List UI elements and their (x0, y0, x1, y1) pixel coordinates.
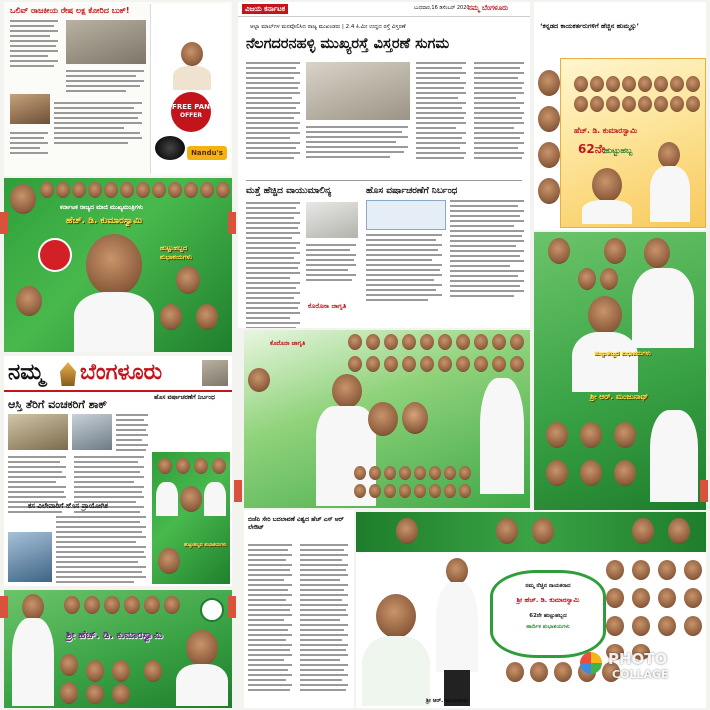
top-left-text-col-4 (10, 132, 50, 157)
center-leader-face (332, 374, 362, 408)
top-left-photo-1 (66, 20, 146, 64)
vk-story4-headline: ಕೊರೊನಾ ಜಾಗೃತಿ (308, 302, 347, 310)
nb-photo-3 (8, 532, 52, 582)
top-right-portrait-4 (538, 178, 560, 204)
vk-smog-photo (306, 202, 358, 238)
right-mid-face-7 (580, 422, 602, 448)
right-mid-face-11 (614, 460, 636, 486)
big-left-logo-disc (38, 238, 72, 272)
watermark-collage: COLLAGE (612, 668, 669, 681)
bl-face-8 (112, 684, 130, 704)
supporter-face (369, 466, 381, 480)
nb-ad-body-1 (156, 482, 178, 516)
supporter-face (474, 356, 488, 372)
supporter-face (658, 588, 676, 608)
nb-temple-icon (60, 362, 76, 386)
top-left-headline: ಒಲಿವ್ ರಾಜಕೀಯ ರೇಷ ಲಕ್ಷ ಕೋರಿದ ಬುಕ್! (10, 6, 130, 15)
supporter-face (168, 182, 182, 198)
supporter-face (590, 96, 604, 112)
right-middle-green-ad (534, 232, 706, 510)
vk-col-3 (416, 62, 468, 162)
center-bottom-strip (354, 466, 474, 504)
supporter-face (399, 484, 411, 498)
supporter-face (184, 182, 198, 198)
collage-edge-tab (700, 480, 708, 502)
supporter-face (574, 96, 588, 112)
pan-image (155, 136, 185, 160)
collage-edge-tab (234, 480, 242, 502)
supporter-face (632, 616, 650, 636)
vk-col-7 (366, 234, 444, 304)
vk-main-photo (306, 62, 410, 120)
supporter-face (84, 596, 100, 614)
nb-title-a: ನಮ್ಮ (8, 360, 45, 385)
supporter-face (40, 182, 54, 198)
top-right-leader-body (582, 200, 632, 224)
nandus-logo: Nandu's (187, 146, 227, 160)
collage-edge-tab (0, 212, 8, 234)
top-right-portrait-2 (538, 106, 560, 132)
supporter-face (420, 356, 434, 372)
supporter-face (402, 356, 416, 372)
br-banner (490, 570, 606, 658)
supporter-face (606, 588, 624, 608)
bl-party-logo (200, 598, 224, 622)
br-banner-age: 62ನೇ ಹುಟ್ಟುಹಬ್ಬದ (529, 613, 567, 619)
center-corner-face (248, 368, 270, 392)
right-mid-face-8 (614, 422, 636, 448)
supporter-face (414, 484, 426, 498)
logo-petal-green (591, 663, 602, 674)
bl-face-2 (60, 654, 78, 676)
supporter-face (88, 182, 102, 198)
strip-col-2 (300, 544, 350, 694)
supporter-face (120, 182, 134, 198)
br-banner-line: ನಮ್ಮ ನೆಚ್ಚಿನ ನಾಯಕರಾದ (525, 583, 571, 589)
supporter-face (632, 560, 650, 580)
supporter-face (632, 588, 650, 608)
top-right-face-row (574, 76, 702, 116)
supporter-face (104, 182, 118, 198)
namma-bengaluru-page (4, 356, 232, 586)
supporter-face (684, 588, 702, 608)
big-left-face-a (176, 266, 200, 294)
supporter-face (366, 356, 380, 372)
big-left-green-ad (4, 178, 232, 352)
vk-col-5 (246, 202, 302, 328)
center-face-woman (402, 402, 428, 434)
nb-col-3 (116, 414, 150, 454)
supporter-face (606, 96, 620, 112)
supporter-face (384, 484, 396, 498)
top-left-newspaper (4, 2, 232, 176)
supporter-face (658, 616, 676, 636)
vk-col-8 (450, 200, 526, 300)
supporter-face (654, 76, 668, 92)
supporter-face (622, 96, 636, 112)
top-left-text-col-3 (54, 102, 144, 147)
top-right-birthday: ಹುಟ್ಟುಹಬ್ಬ (604, 146, 633, 155)
nandus-ad (150, 4, 230, 174)
big-left-face-b (16, 286, 42, 316)
supporter-face (492, 356, 506, 372)
supporter-face (438, 334, 452, 350)
br-caption: ಶ್ರೀ ಆರ್. ಮಂಜುನಾಥ್ (426, 698, 469, 704)
vk-story3-headline: ಹೊಸ ವರ್ಷಾಚರಣೆಗೆ ನಿರ್ಬಂಧ (366, 186, 458, 196)
supporter-face (658, 560, 676, 580)
free-pan-label: FREE PAN (172, 103, 210, 111)
br-left-body (362, 636, 430, 706)
supporter-face (384, 334, 398, 350)
supporter-face (510, 356, 524, 372)
vijay-karnataka-page (238, 2, 530, 328)
vk-col-1 (246, 62, 302, 162)
br-walking-body (436, 582, 478, 672)
right-mid-face-4 (578, 268, 596, 290)
supporter-face (530, 662, 548, 682)
br-walking-face (446, 558, 468, 584)
supporter-face (72, 182, 86, 198)
nb-ad-face-3 (194, 458, 208, 474)
logo-petal-blue (580, 663, 591, 674)
top-right-side-face (658, 142, 680, 168)
br-top-face-4 (632, 518, 654, 544)
bl-face-6 (60, 682, 78, 704)
nb-ad-bottom-face (158, 548, 180, 574)
supporter-face (684, 616, 702, 636)
supporter-face (459, 484, 471, 498)
center-face-row (348, 334, 528, 384)
top-right-birthday-ad (534, 2, 706, 230)
nb-sub: ಹೊಸ ವರ್ಷಾಚರಣೆಗೆ ನಿರ್ಬಂಧ (154, 394, 215, 401)
logo-petal-yellow (591, 652, 602, 663)
big-left-face-d (196, 304, 218, 330)
top-left-photo-2 (10, 94, 50, 124)
vk-section: ನಮ್ಮ ಬೆಂಗಳೂರು (468, 4, 509, 12)
supporter-face (136, 182, 150, 198)
nb-green-ad (152, 452, 230, 584)
supporter-face (554, 662, 572, 682)
supporter-face (366, 334, 380, 350)
vk-story2-headline: ಮತ್ತೆ ಹೆಚ್ಚಿದ ವಾಯುಮಾಲಿನ್ಯ (246, 186, 332, 196)
right-mid-name: ಶ್ರೀ ಆರ್. ಮಂಜುನಾಥ್ (590, 392, 648, 401)
bl-face-3 (86, 660, 104, 682)
supporter-face (474, 334, 488, 350)
br-banner-wish: ಹಾರ್ದಿಕ ಶುಭಾಶಯಗಳು (526, 624, 570, 630)
right-mid-face-9 (546, 460, 568, 486)
supporter-face (354, 466, 366, 480)
nb-ad-face-2 (176, 458, 190, 474)
supporter-face (590, 76, 604, 92)
br-top-face-1 (396, 518, 418, 544)
supporter-face (654, 96, 668, 112)
top-right-leader-face (592, 168, 622, 202)
nb-masthead (4, 356, 232, 392)
bl-name: ಶ್ರೀ ಹೆಚ್. ಡಿ. ಕುಮಾರಸ್ವಾಮಿ (66, 630, 163, 641)
nb-title-b: ಬೆಂಗಳೂರು (80, 360, 163, 385)
bl-face-4 (112, 660, 130, 682)
supporter-face (56, 182, 70, 198)
bl-face-1 (22, 594, 44, 620)
supporter-face (606, 616, 624, 636)
supporter-face (64, 596, 80, 614)
top-right-age: 62ನೇ (578, 142, 606, 156)
vk-kicker: ಆಲ್ಟಾ ಮಾಲ್‌ಗಳ ಮನವೊಲಿಸಿದ ರಾಜ್ಯ ಮುಖಂಡರು | 2.4 ಕಿ.ಮೀ ಉದ್ದದ ರಸ್ತೆ ವಿಸ್ತರಣೆ (250, 24, 406, 30)
bottom-left-green-ad (4, 590, 232, 708)
ad-model-body (173, 66, 211, 90)
collage-edge-tab (0, 596, 8, 618)
supporter-face (510, 334, 524, 350)
supporter-face (200, 182, 214, 198)
center-face-main (368, 402, 398, 436)
vk-col-6 (306, 244, 358, 284)
supporter-face (399, 466, 411, 480)
supporter-face (216, 182, 230, 198)
vk-masthead: ವಿಜಯ ಕರ್ನಾಟಕ (242, 4, 288, 14)
supporter-face (384, 466, 396, 480)
logo-petal-red (580, 652, 591, 663)
supporter-face (124, 596, 140, 614)
supporter-face (384, 356, 398, 372)
big-left-face-c (160, 304, 182, 330)
nb-ad-main-face (180, 486, 202, 512)
br-face-grid (606, 560, 702, 660)
vk-divider (246, 180, 522, 181)
collage-edge-tab (228, 596, 236, 618)
br-left-face (376, 594, 416, 638)
supporter-face (444, 466, 456, 480)
right-mid-leader-body (632, 268, 694, 348)
supporter-face (164, 596, 180, 614)
supporter-face (574, 76, 588, 92)
br-bottom-face-row (506, 662, 626, 702)
big-left-wish: ಹುಟ್ಟುಹಬ್ಬದ ಶುಭಾಶಯಗಳು (160, 244, 192, 261)
vk-new-year-box (366, 200, 446, 230)
supporter-face (670, 76, 684, 92)
supporter-face (444, 484, 456, 498)
supporter-face (348, 356, 362, 372)
right-mid-main-face (588, 296, 622, 334)
supporter-face (420, 334, 434, 350)
story5-headline: ಬಿಜೆಪಿ ಸೇರಿ ಬದಲಾವಣೆ ವಿಶ್ವದ ಹೆಚ್ ಎಸ್ ಆರ್ ಲೇಔಟ್ (248, 516, 344, 531)
offer-label: OFFER (179, 112, 203, 119)
vk-col-4 (474, 62, 526, 162)
bl-face-5 (144, 660, 162, 682)
supporter-face (684, 560, 702, 580)
vk-date: ಬುಧವಾರ,16 ಡಿಸೆಂಬರ್ 2020 (414, 5, 470, 11)
collage-edge-tab (228, 212, 236, 234)
supporter-face (402, 334, 416, 350)
top-right-side-body (650, 166, 690, 222)
supporter-face (369, 484, 381, 498)
nb-headline: ಆಸ್ತಿ ತೆರಿಗೆ ವಂಚಕರಿಗೆ ಶಾಕ್ (8, 398, 108, 411)
supporter-face (429, 484, 441, 498)
supporter-face (506, 662, 524, 682)
nb-ad-body-2 (204, 482, 226, 516)
big-left-leader-face (86, 234, 142, 296)
supporter-face (414, 466, 426, 480)
top-right-title: ‘ಕನ್ನಡದ ಕಾಯಕರ್ತರುಗಳಿಗೆ ಹೆಚ್ಚಿನ ಹುಮ್ಮಸ್ಸು’ (540, 22, 639, 30)
vk-col-2 (306, 126, 410, 161)
free-pan-badge (171, 92, 211, 132)
br-top-face-2 (496, 518, 518, 544)
top-right-name: ಹೆಚ್. ಡಿ. ಕುಮಾರಸ್ವಾಮಿ (574, 126, 638, 135)
supporter-face (622, 76, 636, 92)
center-right-body (480, 378, 524, 494)
center-green-ad (244, 330, 530, 508)
top-right-portrait-3 (538, 142, 560, 168)
bl-face-7 (86, 684, 104, 704)
right-mid-label: ಹುಟ್ಟುಹಬ್ಬದ ಶುಭಾಶಯಗಳು (594, 350, 651, 357)
right-mid-face-5 (600, 268, 618, 290)
center-left-news-strip (244, 510, 354, 708)
br-top-face-5 (668, 518, 690, 544)
big-left-leader-body (74, 292, 154, 352)
supporter-face (429, 466, 441, 480)
nb-ad-face-4 (212, 458, 226, 474)
supporter-face (354, 484, 366, 498)
right-mid-face-2 (604, 238, 626, 264)
supporter-face (686, 96, 700, 112)
vk-headline: ನೆಲಗದರನಹಳ್ಳಿ ಮುಖ್ಯರಸ್ತೆ ವಿಸ್ತರಣೆ ಸುಗಮ (246, 36, 450, 52)
bl-body-1 (12, 618, 54, 706)
right-mid-face-6 (546, 422, 568, 448)
top-right-portrait-1 (538, 70, 560, 96)
supporter-face (456, 356, 470, 372)
big-left-face-row (40, 182, 230, 200)
supporter-face (606, 76, 620, 92)
nb-photo-1 (8, 414, 68, 450)
bl-main-face (186, 630, 218, 666)
br-top-face-3 (532, 518, 554, 544)
right-mid-main-body (572, 332, 638, 392)
supporter-face (606, 560, 624, 580)
supporter-face (144, 596, 160, 614)
nb-ad-wish: ಹುಟ್ಟುಹಬ್ಬದ ಶುಭಾಶಯಗಳು (184, 543, 227, 548)
nb-photo-2 (72, 414, 112, 450)
photo-collage-logo (580, 652, 602, 674)
big-left-name: ಹೆಚ್. ಡಿ. ಕುಮಾರಸ್ವಾಮಿ (66, 216, 143, 226)
nb-masthead-photo (202, 360, 228, 386)
strip-col-1 (248, 544, 294, 694)
center-story4: ಕೊರೊನಾ ಜಾಗೃತಿ (270, 340, 306, 347)
right-mid-face-3 (644, 238, 670, 268)
right-mid-face-1 (548, 238, 570, 264)
nb-ad-face-1 (158, 458, 172, 474)
big-left-corner-face (10, 184, 36, 214)
supporter-face (670, 96, 684, 112)
supporter-face (638, 76, 652, 92)
nb-col-4 (56, 516, 148, 586)
supporter-face (492, 334, 506, 350)
supporter-face (438, 356, 452, 372)
supporter-face (456, 334, 470, 350)
big-left-line1: ಕರ್ನಾಟಕ ರಾಜ್ಯದ ಮಾಜಿ ಮುಖ್ಯಮಂತ್ರಿಗಳು (60, 204, 144, 211)
bottom-right-birthday-ad (356, 512, 706, 708)
supporter-face (686, 76, 700, 92)
watermark-photo: PHOTO (608, 650, 668, 668)
supporter-face (104, 596, 120, 614)
supporter-face (638, 96, 652, 112)
vk-masthead-bar (238, 2, 530, 17)
bl-main-body (176, 664, 228, 706)
ad-model-face (181, 42, 203, 66)
top-left-text-col-1 (10, 20, 60, 70)
right-mid-side-body (650, 410, 698, 502)
nb-sub2: ಕಸ ವಿಲೇವಾರಿಗೆ ಹೊಸ ಪ್ರಾಯೋಗಿಕ (28, 502, 108, 510)
supporter-face (152, 182, 166, 198)
supporter-face (459, 466, 471, 480)
right-mid-face-10 (580, 460, 602, 486)
br-banner-name: ಶ್ರೀ ಹೆಚ್. ಡಿ. ಕುಮಾರಸ್ವಾಮಿ (516, 596, 580, 604)
supporter-face (348, 334, 362, 350)
bl-face-row (64, 596, 194, 616)
top-left-text-col-2 (66, 70, 146, 95)
